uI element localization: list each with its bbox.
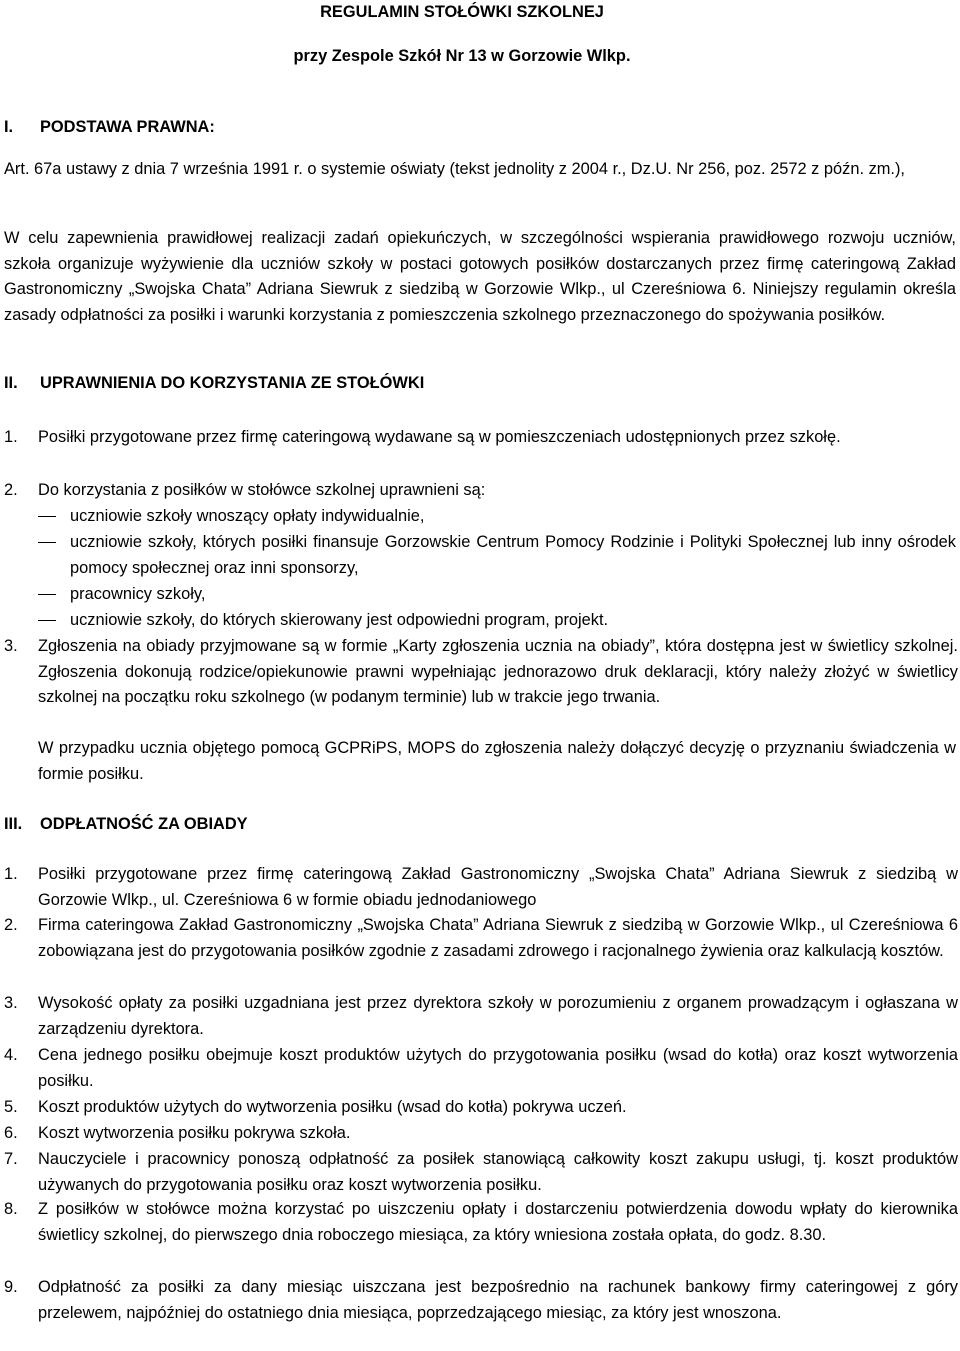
item-text: Wysokość opłaty za posiłki uzgadniana jest przez dyrektora szkoły w porozumieniu z organem prowadzącym i ogłaszana w zarządzeniu dyrektora.: [38, 994, 958, 1038]
gcprips-note: W przypadku ucznia objętego pomocą GCPRiPS, MOPS do zgłoszenia należy dołączyć decyzję o przyznaniu świadczenia w formie posiłku.: [38, 739, 956, 783]
dash-bullet-icon: [38, 594, 56, 595]
item-number: 8.: [4, 1200, 18, 1218]
item-number: 2.: [4, 481, 18, 499]
section-heading-3: [4, 815, 604, 837]
item-text: Do korzystania z posiłków w stołówce szkolnej uprawnieni są:: [38, 481, 486, 499]
item-number: 6.: [4, 1124, 18, 1142]
legal-basis-paragraph: Art. 67a ustawy z dnia 7 września 1991 r. o systemie oświaty (tekst jednolity z 2004 r., Dz.U. Nr 256, poz. 2572 z późn. zm.),: [4, 160, 905, 178]
dash-item-text: uczniowie szkoły, których posiłki finansuje Gorzowskie Centrum Pomocy Rodzinie i Polityki Społecznej lub inny ośrodek pomocy społecznej oraz inni sponsorzy,: [70, 533, 956, 577]
item-number: 5.: [4, 1098, 18, 1116]
item-number: 3.: [4, 994, 18, 1012]
item-text: Cena jednego posiłku obejmuje koszt produktów użytych do przygotowania posiłku (wsad do kotła) oraz koszt wytworzenia posiłku.: [38, 1046, 958, 1090]
item-text: Zgłoszenia na obiady przyjmowane są w formie „Karty zgłoszenia ucznia na obiady”, która dostępna jest w świetlicy szkolnej. Zgłoszenia dokonują rodzice/opiekunowie prawni wypełniając jednorazowo druk deklaracji, który należy złożyć w świetlicy szkolnej na początku roku szkolnego (w podanym terminie) lub w trakcie jego trwania.: [38, 637, 958, 707]
section-title: UPRAWNIENIA DO KORZYSTANIA ZE STOŁÓWKI: [40, 374, 425, 392]
item-text: Z posiłków w stołówce można korzystać po uiszczeniu opłaty i dostarczeniu potwierdzenia dowodu wpłaty do kierownika świetlicy szkolnej, do pierwszego dnia roboczego miesiąca, za który wniesiona została opłata, do godz. 8.30.: [38, 1200, 958, 1244]
item-text: Firma cateringowa Zakład Gastronomiczny „Swojska Chata” Adriana Siewruk z siedzibą w Gorzowie Wlkp., ul Czereśniowa 6 zobowiązana jest do przygotowania posiłków zgodnie z zasadami zdrowego i racjonalnego żywienia oraz kalkulacją kosztów.: [38, 916, 958, 960]
item-text: Posiłki przygotowane przez firmę cateringową Zakład Gastronomiczny „Swojska Chata” Adriana Siewruk z siedzibą w Gorzowie Wlkp., ul. Czereśniowa 6 w formie obiadu jednodaniowego: [38, 865, 958, 909]
section-heading-1: [4, 118, 404, 140]
document-subtitle: przy Zespole Szkół Nr 13 w Gorzowie Wlkp.: [293, 47, 631, 65]
dash-item-text: pracownicy szkoły,: [70, 585, 206, 603]
dash-bullet-icon: [38, 516, 56, 517]
item-number: 9.: [4, 1278, 18, 1296]
item-number: 2.: [4, 916, 18, 934]
item-text: Koszt produktów użytych do wytworzenia posiłku (wsad do kotła) pokrywa uczeń.: [38, 1098, 627, 1116]
item-number: 1.: [4, 865, 18, 883]
section-title: ODPŁATNOŚĆ ZA OBIADY: [40, 815, 248, 833]
section-heading-2: [4, 374, 604, 396]
item-text: Nauczyciele i pracownicy ponoszą odpłatność za posiłek stanowiącą całkowity koszt zakupu usługi, tj. koszt produktów używanych do przygotowania posiłku oraz koszt wytworzenia posiłku.: [38, 1150, 958, 1194]
dash-bullet-icon: [38, 542, 56, 543]
item-number: 4.: [4, 1046, 18, 1064]
item-text: Koszt wytworzenia posiłku pokrywa szkoła.: [38, 1124, 351, 1142]
document-title: REGULAMIN STOŁÓWKI SZKOLNEJ: [320, 3, 604, 21]
item-text: Posiłki przygotowane przez firmę cateringową wydawane są w pomieszczeniach udostępnionych przez szkołę.: [38, 428, 841, 446]
section-number: II.: [4, 374, 18, 392]
section-number: I.: [4, 118, 14, 136]
item-number: 7.: [4, 1150, 18, 1168]
dash-item-text: uczniowie szkoły, do których skierowany jest odpowiedni program, projekt.: [70, 611, 609, 629]
dash-item-text: uczniowie szkoły wnoszący opłaty indywidualnie,: [70, 507, 425, 525]
section-title: PODSTAWA PRAWNA:: [40, 118, 215, 136]
intro-paragraph: W celu zapewnienia prawidłowej realizacji zadań opiekuńczych, w szczególności wspierania prawidłowego rozwoju uczniów, szkoła organizuje wyżywienie dla uczniów szkoły w postaci gotowych posiłków dostarczanych przez firmę cateringową Zakład Gastronomiczny „Swojska Chata” Adriana Siewruk z siedzibą w Gorzowie Wlkp., ul Czereśniowa 6. Niniejszy regulamin określa zasady odpłatności za posiłki i warunki korzystania z pomieszczenia szkolnego przeznaczonego do spożywania posiłków.: [4, 229, 956, 324]
item-number: 3.: [4, 637, 18, 655]
section-number: III.: [4, 815, 23, 833]
dash-bullet-icon: [38, 620, 56, 621]
item-number: 1.: [4, 428, 18, 446]
item-text: Odpłatność za posiłki za dany miesiąc uiszczana jest bezpośrednio na rachunek bankowy firmy cateringowej z góry przelewem, najpóźniej do ostatniego dnia miesiąca, poprzedzającego miesiąc, za który jest wnoszona.: [38, 1278, 958, 1322]
